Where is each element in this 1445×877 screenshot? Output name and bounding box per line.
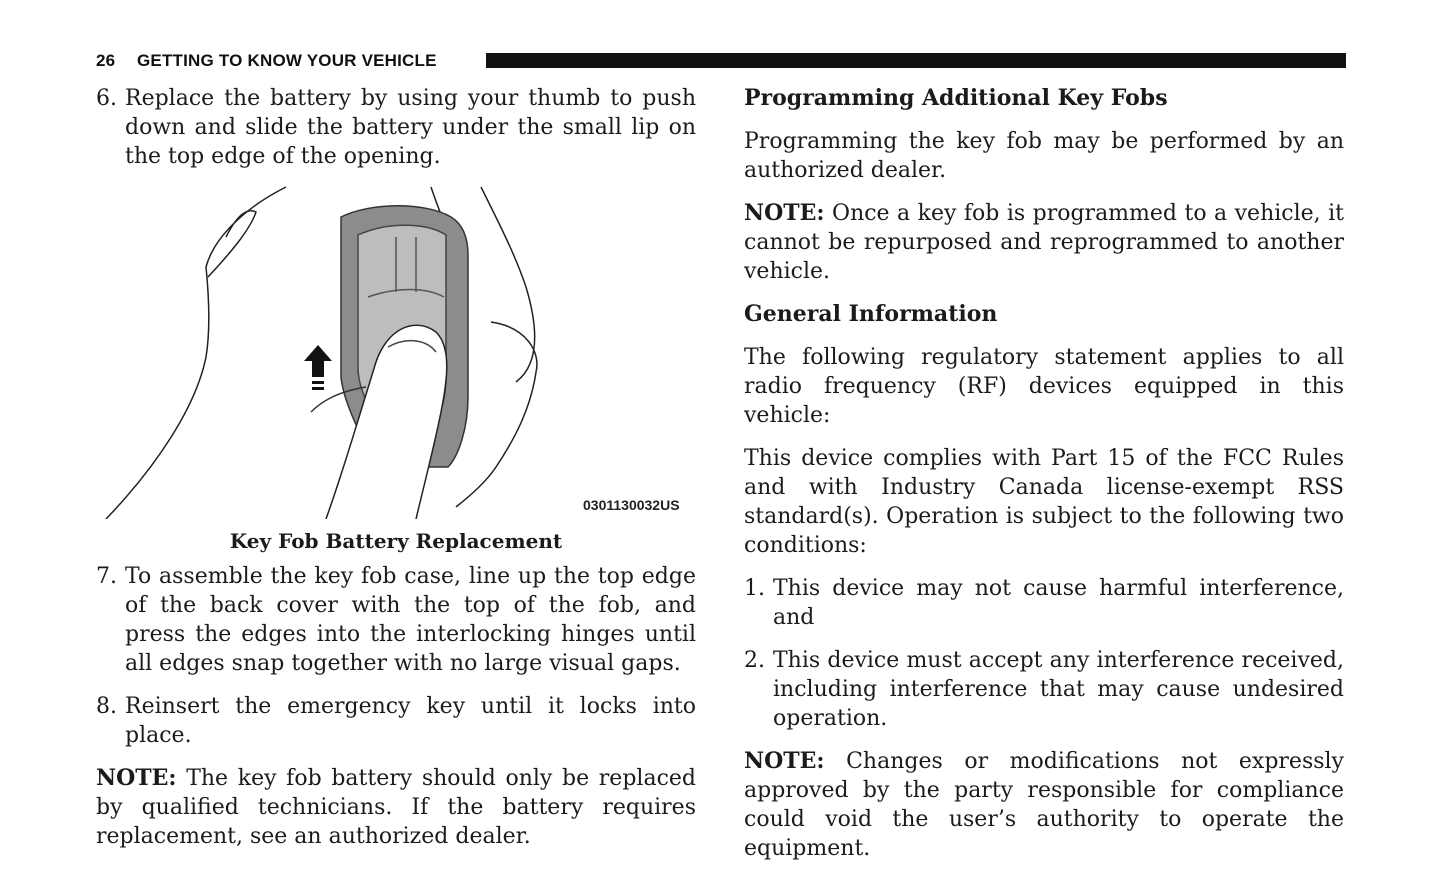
section-title: GETTING TO KNOW YOUR VEHICLE bbox=[137, 51, 437, 70]
key-fob-illustration bbox=[96, 177, 696, 519]
note-label: NOTE: bbox=[744, 200, 825, 226]
list-text: This device must accept any interference received, including interference that may cause undesired operation. bbox=[773, 648, 1344, 731]
condition-1 bbox=[744, 574, 1344, 632]
key-fob-figure bbox=[96, 177, 696, 519]
note-label: NOTE: bbox=[744, 748, 825, 774]
list-text: This device may not cause harmful interference, and bbox=[773, 576, 1344, 630]
step-number: 7. bbox=[96, 564, 117, 589]
step-8 bbox=[96, 692, 696, 750]
heading-general-information: General Information bbox=[744, 301, 998, 327]
left-column bbox=[96, 84, 696, 865]
step-6 bbox=[96, 84, 696, 171]
page-header bbox=[96, 50, 1346, 72]
battery-note bbox=[96, 764, 696, 851]
compliance-note bbox=[744, 747, 1344, 863]
note-text: Once a key fob is programmed to a vehicle, it cannot be repurposed and reprogrammed to another vehicle. bbox=[744, 201, 1344, 284]
note-text: The key fob battery should only be replaced by qualified technicians. If the battery requires replacement, see an authorized dealer. bbox=[96, 766, 696, 849]
programming-note bbox=[744, 199, 1344, 286]
step-text: Reinsert the emergency key until it locks into place. bbox=[125, 694, 696, 748]
page-number: 26 bbox=[96, 51, 116, 70]
fcc-paragraph: This device complies with Part 15 of the FCC Rules and with Industry Canada license-exempt RSS standard(s). Operation is subject to the following two conditions: bbox=[744, 446, 1344, 558]
note-text: Changes or modifications not expressly approved by the party responsible for compliance could void the user’s authority to operate the equipment. bbox=[744, 749, 1344, 861]
heading-programming: Programming Additional Key Fobs bbox=[744, 85, 1168, 111]
figure-code: 0301130032US bbox=[583, 497, 680, 513]
header-rule bbox=[486, 53, 1346, 68]
programming-paragraph: Programming the key fob may be performed by an authorized dealer. bbox=[744, 129, 1344, 183]
list-number: 2. bbox=[744, 648, 765, 673]
step-text: Replace the battery by using your thumb to push down and slide the battery under the small lip on the top edge of the opening. bbox=[125, 86, 696, 169]
step-7 bbox=[96, 562, 696, 678]
step-text: To assemble the key fob case, line up the top edge of the back cover with the top of the fob, and press the edges into the interlocking hinges until all edges snap together with no large visual gaps. bbox=[125, 564, 696, 676]
right-column bbox=[744, 84, 1344, 877]
step-number: 8. bbox=[96, 694, 117, 719]
figure-caption: Key Fob Battery Replacement bbox=[229, 529, 563, 553]
regulatory-paragraph: The following regulatory statement applies to all radio frequency (RF) devices equipped in this vehicle: bbox=[744, 345, 1344, 428]
note-label: NOTE: bbox=[96, 765, 177, 791]
step-number: 6. bbox=[96, 86, 117, 111]
condition-2 bbox=[744, 646, 1344, 733]
list-number: 1. bbox=[744, 576, 765, 601]
